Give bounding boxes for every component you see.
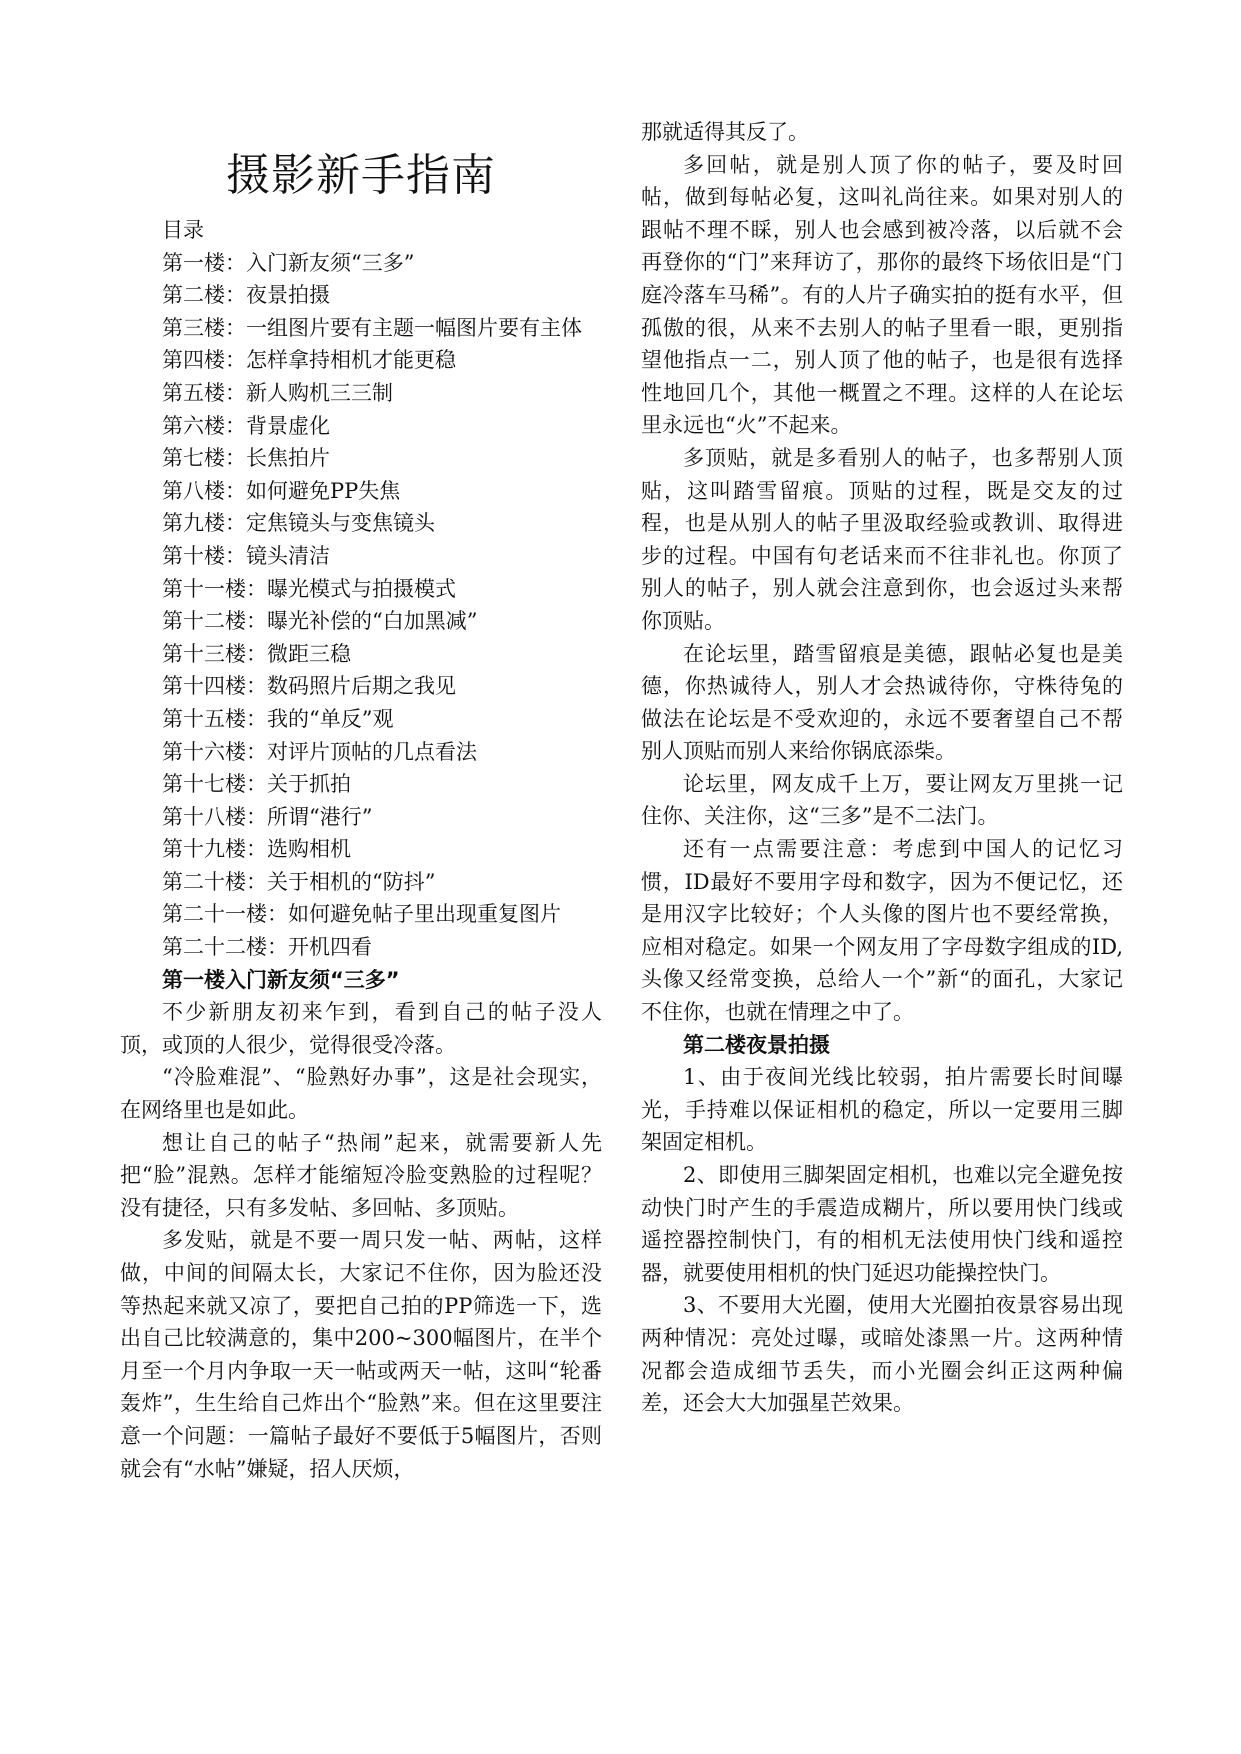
toc-item: 第三楼：一组图片要有主题一幅图片要有主体 [162, 315, 582, 340]
body-paragraph: 多顶贴，就是多看别人的帖子，也多帮别人顶贴，这叫踏雪留痕。顶贴的过程，既是交友的过程，也是从别人的帖子里汲取经验或教训、取得进步的过程。中国有句老话来而不往非礼也。你顶了别人的帖子，别人就会注意到你，也会返过头来帮你顶贴。 [641, 445, 1123, 633]
document-title: 摄影新手指南 [226, 150, 496, 201]
body-paragraph: 想让自己的帖子“热闹”起来，就需要新人先把“脸”混熟。怎样才能缩短冷脸变熟脸的过程呢？没有捷径，只有多发帖、多回帖、多顶贴。 [120, 1130, 602, 1220]
toc-item: 第十四楼：数码照片后期之我见 [162, 674, 456, 699]
toc-label: 目录 [162, 218, 204, 242]
body-paragraph: 不少新朋友初来乍到，看到自己的帖子没人顶，或顶的人很少，觉得很受冷落。 [120, 1000, 602, 1057]
body-paragraph: 多回帖，就是别人顶了你的帖子，要及时回帖，做到每帖必复，这叫礼尚往来。如果对别人的跟帖不理不睬，别人也会感到被冷落，以后就不会再登你的“门”来拜访了，那你的最终下场依旧是“门庭冷落车马稀”。有的人片子确实拍的挺有水平，但孤傲的很，从来不去别人的帖子里看一眼，更别指望他指点一二，别人顶了他的帖子，也是很有选择性地回几个，其他一概置之不理。这样的人在论坛里永远也“火”不起来。 [641, 152, 1123, 438]
toc-item: 第十九楼：选购相机 [162, 837, 351, 862]
body-paragraph: 多发贴，就是不要一周只发一帖、两帖，这样做，中间的间隔太长，大家记不住你，因为脸还没等热起来就又凉了，要把自己拍的PP筛选一下，选出自己比较满意的，集中200~300幅图片，在半个月至一个月内争取一天一帖或两天一帖，这叫“轮番轰炸”，生生给自己炸出个“脸熟”来。但在这里要注意一个问题：一篇帖子最好不要低于5幅图片，否则就会有“水帖”嫌疑，招人厌烦， [120, 1228, 602, 1481]
toc-item: 第九楼：定焦镜头与变焦镜头 [162, 511, 435, 536]
body-paragraph: 论坛里，网友成千上万，要让网友万里挑一记住你、关注你，这“三多”是不二法门。 [641, 771, 1123, 829]
toc-item: 第二十二楼：开机四看 [162, 935, 372, 960]
toc-item: 第七楼：长焦拍片 [162, 446, 330, 471]
toc-item: 第十楼：镜头清洁 [162, 543, 330, 568]
left-column [120, 214, 602, 1485]
section-1-heading: 第一楼入门新友须“三多” [162, 967, 400, 992]
toc-item: 第十六楼：对评片顶帖的几点看法 [162, 739, 477, 764]
body-paragraph: 3、不要用大光圈，使用大光圈拍夜景容易出现两种情况：亮处过曝，或暗处漆黑一片。这两种情况都会造成细节丢失，而小光圈会纠正这两种偏差，还会大大加强星芒效果。 [641, 1293, 1123, 1416]
toc-item: 第二楼：夜景拍摄 [162, 283, 330, 308]
toc-item: 第十三楼：微距三稳 [162, 641, 351, 666]
toc-item: 第八楼：如何避免PP失焦 [162, 478, 401, 503]
body-paragraph: 在论坛里，踏雪留痕是美德，跟帖必复也是美德，你热诚待人，别人才会热诚待你，守株待兔的做法在论坛是不受欢迎的，永远不要奢望自己不帮别人顶贴而别人来给你锅底添柴。 [641, 641, 1123, 764]
toc-item: 第六楼：背景虚化 [162, 413, 330, 438]
toc-item: 第一楼：入门新友须“三多” [162, 250, 415, 275]
toc-item: 第十二楼：曝光补偿的“白加黑减” [162, 609, 478, 634]
toc-item: 第十七楼：关于抓拍 [162, 772, 351, 797]
body-paragraph-continued: 那就适得其反了。 [641, 120, 809, 144]
toc-item: 第十五楼：我的“单反”观 [162, 706, 394, 731]
section-2-heading: 第二楼夜景拍摄 [683, 1032, 830, 1057]
right-column [641, 116, 1123, 1420]
toc-item: 第二十一楼：如何避免帖子里出现重复图片 [162, 902, 561, 927]
toc-item: 第二十楼：关于相机的“防抖” [162, 869, 436, 894]
toc-item: 第十八楼：所谓“港行” [162, 804, 373, 829]
toc-item: 第十一楼：曝光模式与拍摄模式 [162, 576, 456, 601]
toc-item: 第四楼：怎样拿持相机才能更稳 [162, 348, 456, 373]
body-paragraph: 1、由于夜间光线比较弱，拍片需要长时间曝光，手持难以保证相机的稳定，所以一定要用三脚架固定相机。 [641, 1065, 1123, 1155]
body-paragraph: 还有一点需要注意：考虑到中国人的记忆习惯，ID最好不要用字母和数字，因为不便记忆，还是用汉字比较好；个人头像的图片也不要经常换，应相对稳定。如果一个网友用了字母数字组成的ID,头像又经常变换，总给人一个”新“的面孔，大家记不住你，也就在情理之中了。 [641, 837, 1123, 1025]
toc-item: 第五楼：新人购机三三制 [162, 380, 393, 405]
body-paragraph: “冷脸难混”、“脸熟好办事”，这是社会现实，在网络里也是如此。 [120, 1065, 602, 1123]
body-paragraph: 2、即使用三脚架固定相机，也难以完全避免按动快门时产生的手震造成糊片，所以要用快门线或遥控器控制快门，有的相机无法使用快门线和遥控器，就要使用相机的快门延迟功能操控快门。 [641, 1163, 1123, 1285]
